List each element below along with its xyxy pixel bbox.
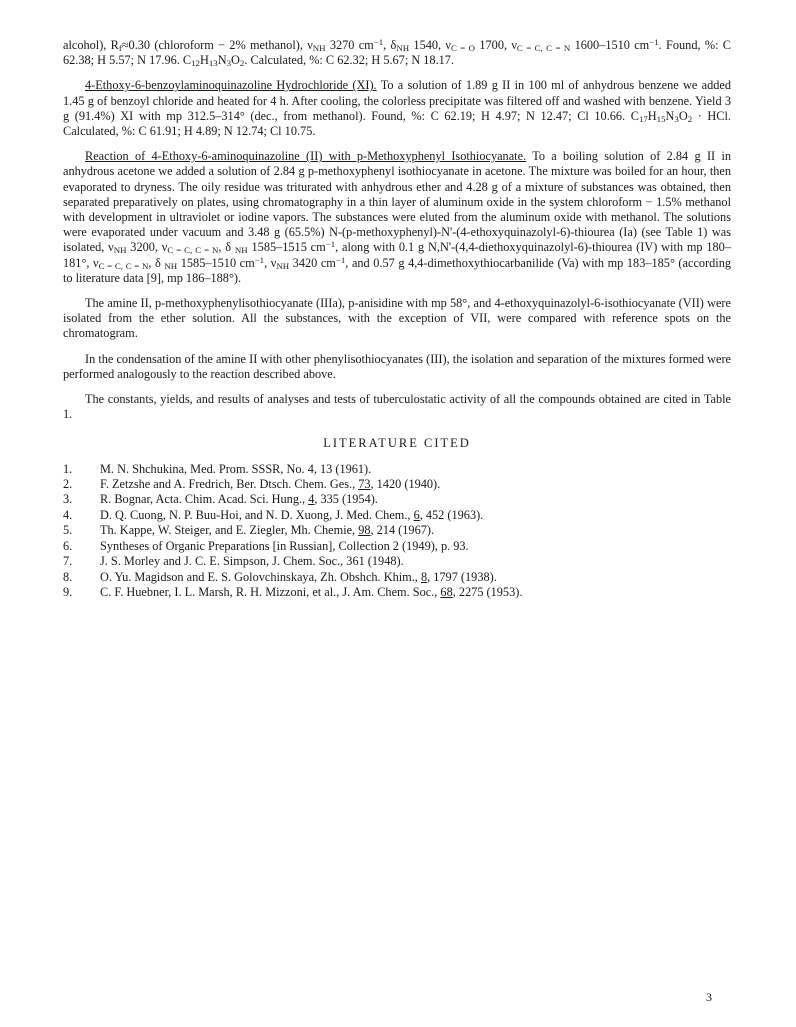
reference-text: D. Q. Cuong, N. P. Buu-Hoi, and N. D. Xuong, J. Med. Chem., 6, 452 (1963).	[100, 507, 484, 522]
reference-item	[63, 554, 731, 569]
reference-number: 7.	[63, 554, 73, 569]
reference-number: 8.	[63, 569, 73, 584]
reference-number: 6.	[63, 538, 73, 553]
reference-number: 9.	[63, 584, 73, 599]
reference-volume: 68	[440, 584, 453, 599]
reference-volume: 4	[308, 492, 315, 507]
paragraph-continuation: alcohol), $R_f\approx 0.30$ (chloroform − 2% methanol), $\nu_{NH}$ 3270 $cm^{-1}$, $\delta_{NH}$ 1540, $\nu_{C = O}$ 1700, $\nu_{C = C, C = N}$ 1600–1510 $cm^{-1}$. Found, %: C 62.38; H 5.57; N 17.96. $C_{12}H_{13}N_3O_2$. Calculated, %: C 62.32; H 5.67; N 18.17.	[63, 37, 731, 69]
reference-item	[63, 570, 731, 585]
reference-item	[63, 477, 731, 492]
reference-number: 4.	[63, 507, 73, 522]
reference-volume: 6	[413, 507, 420, 522]
reference-number: 5.	[63, 523, 73, 538]
reference-volume: 98	[358, 523, 371, 538]
page-number: 3	[706, 990, 712, 1004]
reference-item	[63, 492, 731, 507]
paragraph-reaction: Reaction of 4-Ethoxy-6-aminoquinazoline (II) with p-Methoxyphenyl Isothiocyanate. To a boiling solution of 2.84 g II in anhydrous acetone we added a solution of 2.84 g p-methoxyphenyl isothiocyanate in acetone. The mixture was boiled for an hour, then evaporated to dryness. The oily residue was triturated with anhydrous ether and 4.28 g of a mixture of substances was obtained, then separated preparatively on plates, using chromatography in a thin layer of aluminum oxide in the system chloroform − 1.5% methanol with development in ultraviolet or iodine vapors. The substances were eluted from the aluminum oxide with methanol. The solutions were evaporated under vacuum and 3.48 g (65.5%) N-(p-methoxyphenyl)-N'-(4-ethoxyquinazolyl-6)-thiourea (Ia) (see Table 1) was isolated, $\nu_{NH}$ 3200, $\nu_{C = C, C = N}$, δ $_{NH}$ 1585–1515 $cm^{-1}$, along with 0.1 g N,N'-(4,4-diethoxyquinazolyl-6)-thiourea (IV) with mp 180–181°, $\nu_{C = C, C = N}$, δ $_{NH}$ 1585–1510 $cm^{-1}$, $\nu_{NH}$ 3420 $cm^{-1}$, and 0.57 g 4,4-dimethoxythiocarbanilide (Va) with mp 183–185° (according to literature data [9], mp 186–188°).	[63, 149, 732, 285]
literature-heading: LITERATURE CITED	[323, 436, 471, 451]
reference-number: 1.	[63, 461, 73, 476]
reference-text: F. Zetzshe and A. Fredrich, Ber. Dtsch. Chem. Ges., 73, 1420 (1940).	[100, 477, 441, 492]
paragraph-constants: The constants, yields, and results of analyses and tests of tuberculostatic activity of all the compounds obtained are cited in Table 1.	[63, 392, 731, 422]
reference-text: Syntheses of Organic Preparations [in Russian], Collection 2 (1949), p. 93.	[100, 538, 469, 553]
reference-text: O. Yu. Magidson and E. S. Golovchinskaya, Zh. Obshch. Khim., 8, 1797 (1938).	[100, 569, 497, 584]
reference-volume: 8	[420, 569, 428, 584]
reference-item	[63, 523, 731, 538]
section-title-xi: 4-Ethoxy-6-benzoylaminoquinazoline Hydrochloride (XI).	[85, 78, 377, 93]
section-title-reaction: Reaction of 4-Ethoxy-6-aminoquinazoline (II) with p-Methoxyphenyl Isothiocyanate.	[85, 149, 527, 164]
reference-text: M. N. Shchukina, Med. Prom. SSSR, No. 4, 13 (1961).	[100, 461, 372, 476]
reference-text: J. S. Morley and J. C. E. Simpson, J. Chem. Soc., 361 (1948).	[100, 554, 404, 569]
paragraph-ether-solution: The amine II, p-methoxyphenylisothiocyanate (IIIa), p-anisidine with mp 58°, and 4-ethoxyquinazolyl-6-isothiocyanate (VII) were isolated from the ether solution. All the substances, with the exception of VII, were compared with reference spots on the chromatogram.	[63, 296, 731, 341]
reference-item	[63, 585, 731, 600]
reference-list	[63, 462, 731, 601]
paragraph-benzoylamino: 4-Ethoxy-6-benzoylaminoquinazoline Hydrochloride (XI). To a solution of 1.89 g II in 100 ml of anhydrous benzene we added 1.45 g of benzoyl chloride and heated for 4 h. After cooling, the colorless precipitate was filtered off and washed with benzene. Yield 3 g (91.4%) XI with mp 312.5–314° (dec., from methanol). Found, %: C 62.19; H 4.97; N 12.47; Cl 10.66. $C_{17}H_{15}N_3O_2$ · HCl. Calculated, %: C 61.91; H 4.89; N 12.74; Cl 10.75.	[63, 78, 731, 139]
reference-item	[63, 462, 731, 477]
reference-volume: 73	[358, 477, 371, 492]
paragraph-condensation: In the condensation of the amine II with other phenylisothiocyanates (III), the isolation and separation of the mixtures formed were performed analogously to the reaction described above.	[63, 351, 731, 381]
reference-text: Th. Kappe, W. Steiger, and E. Ziegler, Mh. Chemie, 98, 214 (1967).	[100, 523, 435, 538]
reference-number: 3.	[63, 492, 73, 507]
reference-item	[63, 539, 731, 554]
page-body	[63, 38, 731, 600]
reference-item	[63, 508, 731, 523]
reference-text: R. Bognar, Acta. Chim. Acad. Sci. Hung., 4, 335 (1954).	[100, 492, 378, 507]
reference-number: 2.	[63, 477, 73, 492]
reference-text: C. F. Huebner, I. L. Marsh, R. H. Mizzoni, et al., J. Am. Chem. Soc., 68, 2275 (1953).	[100, 584, 523, 599]
